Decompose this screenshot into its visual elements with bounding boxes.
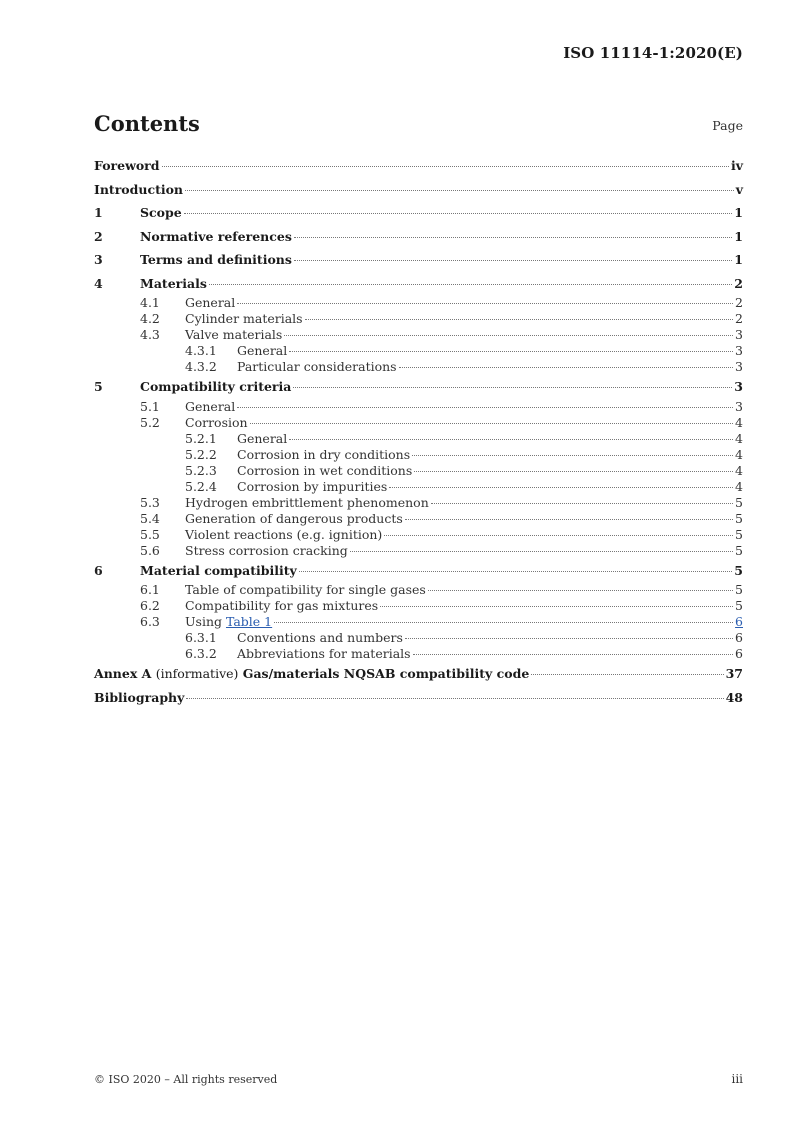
dot-leader [294,237,732,238]
dot-leader [414,471,733,472]
dot-leader [185,190,734,191]
annex-title: Gas/materials NQSAB compatibility code [242,666,530,681]
toc-entry-5-2[interactable] [94,415,743,431]
toc-entry-6-3-2[interactable] [94,646,743,662]
toc-entry-page: 4 [735,446,743,462]
toc-entry-page: 4 [735,462,743,478]
toc-entry-number: 5.2.4 [185,478,217,494]
toc-entry-4-2[interactable] [94,311,743,327]
toc-entry-page-link[interactable]: 6 [735,614,743,629]
toc-entry-page: iv [730,158,743,173]
dot-leader [428,590,733,591]
page-number: iii [731,1072,743,1086]
toc-entry-title: General [185,295,236,310]
toc-entry-page: 3 [735,327,743,342]
toc-entry-page: 4 [735,414,743,430]
toc-entry-page: 3 [735,343,743,358]
toc-entry-title: General [237,343,288,358]
toc-entry-introduction[interactable] [94,178,743,202]
toc-entry-page: 5 [734,562,743,578]
toc-entry-number: 5.2.3 [185,462,217,478]
dot-leader [531,674,723,675]
toc-entry-title: Introduction [94,181,184,197]
dot-leader [389,487,733,488]
toc-entry-number: 4 [94,275,103,291]
page-column-label: Page [712,118,743,133]
annex-qualifier: (informative) [155,666,239,681]
toc-entry-page: 3 [734,379,743,394]
toc-entry-1[interactable] [94,201,743,225]
toc-entry-page: 5 [735,494,743,510]
toc-entry-number: 6 [94,562,103,578]
toc-entry-5-4[interactable] [94,511,743,527]
dot-leader [299,571,733,572]
dot-leader [293,387,732,388]
toc-entry-4-1[interactable] [94,295,743,311]
toc-entry-6-2[interactable] [94,598,743,614]
dot-leader [184,213,733,214]
toc-entry-number: 4.1 [140,295,160,310]
toc-entry-6[interactable] [94,559,743,583]
toc-entry-number: 6.2 [140,598,160,613]
dot-leader [289,351,733,352]
toc-entry-title: Stress corrosion cracking [185,542,348,558]
toc-entry-number: 5.1 [140,398,160,414]
dot-leader [384,535,733,536]
toc-entry-page: 5 [735,582,743,597]
toc-entry-5-5[interactable] [94,527,743,543]
toc-entry-number: 5.4 [140,510,160,526]
toc-entry-number: 6.3 [140,614,160,629]
toc-entry-2[interactable] [94,225,743,249]
toc-entry-number: 6.1 [140,582,160,597]
toc-entry-3[interactable] [94,248,743,272]
dot-leader [274,622,733,623]
toc-entry-page: v [735,181,743,197]
toc-entry-5-3[interactable] [94,495,743,511]
toc-entry-6-3-1[interactable] [94,630,743,646]
toc-entry-number: 5.5 [140,526,160,542]
dot-leader [289,439,733,440]
toc-entry-number: 3 [94,252,103,267]
toc-entry-title: Particular considerations [237,359,397,374]
toc-entry-4[interactable] [94,272,743,296]
toc-entry-6-1[interactable] [94,582,743,598]
dot-leader [305,319,733,320]
toc-entry-5[interactable] [94,375,743,399]
toc-entry-5-2-3[interactable] [94,463,743,479]
toc-entry-number: 2 [94,228,103,244]
dot-leader [162,166,729,167]
toc-entry-number: 1 [94,205,103,220]
toc-entry-title: Material compatibility [140,562,297,578]
dot-leader [237,407,733,408]
toc-entry-5-2-1[interactable] [94,431,743,447]
toc-entry-number: 5.3 [140,494,160,510]
toc-entry-page: 5 [735,598,743,613]
toc-entry-page: 1 [734,228,743,244]
toc-entry-number: 4.3.1 [185,343,217,358]
toc-entry-5-1[interactable] [94,399,743,415]
toc-entry-5-2-4[interactable] [94,479,743,495]
dot-leader [413,654,733,655]
toc-entry-6-3[interactable] [94,614,743,630]
dot-leader [399,367,733,368]
toc-entry-title: Terms and definitions [140,252,292,267]
toc-entry-4-3-2[interactable] [94,359,743,375]
toc-entry-5-6[interactable] [94,543,743,559]
toc-entry-title: Corrosion in wet conditions [237,462,413,478]
document-id: ISO 11114-1:2020(E) [563,44,743,62]
dot-leader [405,638,733,639]
toc-entry-title: Bibliography [94,689,185,705]
table-of-contents [94,154,743,709]
toc-entry-title: Corrosion in dry conditions [237,446,411,462]
toc-entry-page: 2 [734,275,743,291]
toc-entry-title [94,662,529,686]
toc-entry-title [185,614,272,630]
dot-leader [350,551,733,552]
toc-entry-title: Generation of dangerous products [185,510,403,526]
toc-entry-page: 3 [735,398,743,414]
dot-leader [380,606,733,607]
toc-entry-page: 1 [734,205,743,220]
toc-entry-title: Corrosion [185,414,248,430]
toc-entry-page: 5 [735,510,743,526]
toc-entry-4-3[interactable] [94,327,743,343]
toc-entry-number: 4.3.2 [185,359,217,374]
toc-entry-number: 5.2.2 [185,446,217,462]
copyright-notice: © ISO 2020 – All rights reserved [94,1073,278,1086]
toc-entry-number: 4.3 [140,327,160,342]
dot-leader [294,260,732,261]
toc-entry-page: 2 [735,295,743,310]
toc-entry-title: Foreword [94,158,160,173]
annex-label: Annex A [94,666,152,681]
dot-leader [405,519,733,520]
toc-entry-title: Conventions and numbers [237,630,403,645]
toc-entry-bibliography[interactable] [94,686,743,710]
table-1-link[interactable]: Table 1 [225,614,273,629]
toc-entry-page: 37 [725,666,743,681]
toc-entry-5-2-2[interactable] [94,447,743,463]
toc-entry-title: Valve materials [185,327,283,342]
dot-leader [431,503,733,504]
toc-entry-title: Compatibility for gas mixtures [185,598,379,613]
toc-entry-page: 5 [735,542,743,558]
toc-entry-number: 6.3.2 [185,646,217,661]
toc-entry-number: 5.2 [140,414,160,430]
toc-entry-title: Scope [140,205,182,220]
toc-entry-title: Corrosion by impurities [237,478,388,494]
toc-entry-foreword[interactable] [94,154,743,178]
dot-leader [186,698,723,699]
dot-leader [250,423,733,424]
dot-leader [209,284,732,285]
toc-entry-page: 4 [735,430,743,446]
toc-entry-number: 5 [94,379,103,394]
dot-leader [237,303,733,304]
toc-entry-title: Compatibility criteria [140,379,292,394]
toc-entry-annex-a[interactable] [94,662,743,686]
toc-entry-number: 6.3.1 [185,630,217,645]
toc-entry-number: 4.2 [140,311,160,326]
dot-leader [412,455,733,456]
toc-entry-title: General [237,430,288,446]
toc-entry-page: 6 [735,646,743,661]
toc-entry-page: 6 [735,630,743,645]
toc-entry-page: 4 [735,478,743,494]
toc-entry-title-prefix: Using [185,614,222,629]
toc-entry-title: General [185,398,236,414]
toc-entry-title: Normative references [140,228,292,244]
toc-entry-title: Violent reactions (e.g. ignition) [185,526,383,542]
toc-entry-title: Materials [140,275,207,291]
dot-leader [284,335,733,336]
toc-entry-page: 3 [735,359,743,374]
toc-entry-4-3-1[interactable] [94,343,743,359]
toc-entry-page: 2 [735,311,743,326]
toc-entry-page: 48 [725,689,743,705]
toc-entry-title: Table of compatibility for single gases [185,582,426,597]
toc-entry-page: 5 [735,526,743,542]
toc-entry-number: 5.6 [140,542,160,558]
page-title: Contents [94,111,200,136]
toc-entry-number: 5.2.1 [185,430,217,446]
toc-entry-page: 1 [734,252,743,267]
toc-entry-title: Abbreviations for materials [237,646,411,661]
toc-entry-title: Cylinder materials [185,311,303,326]
toc-entry-title: Hydrogen embrittlement phenomenon [185,494,429,510]
